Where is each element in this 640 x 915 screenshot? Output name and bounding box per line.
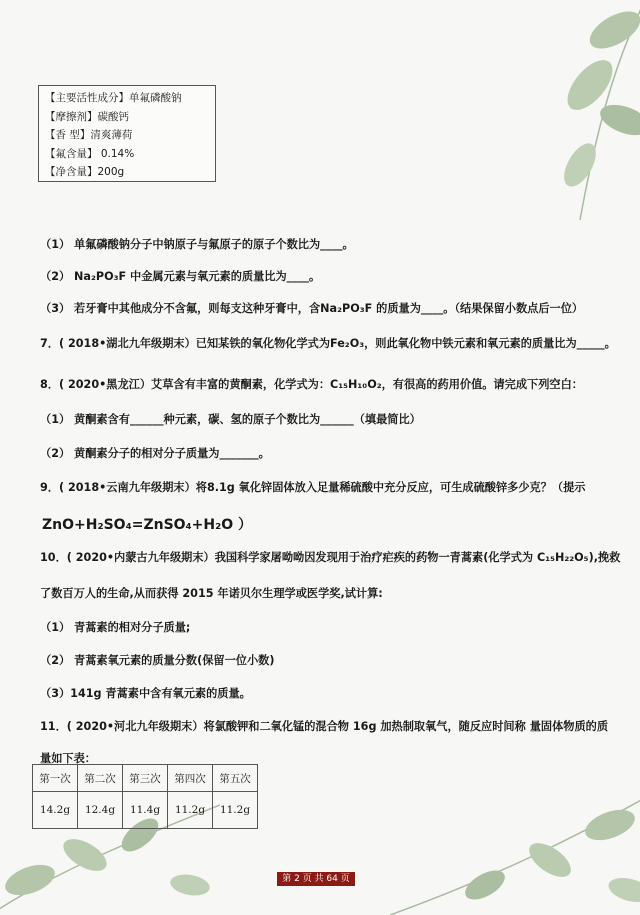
question-11-line-2: 量如下表： — [40, 752, 96, 765]
table-header-cell: 第三次 — [123, 765, 168, 792]
table-header-cell: 第二次 — [78, 765, 123, 792]
page-number-footer: 第 2 页 共 64 页 — [277, 872, 355, 886]
table-cell: 11.2g — [213, 792, 258, 829]
label-row: 【氟含量】 0.14% — [45, 147, 135, 160]
question-10-3: （3）141g 青蒿素中含有氧元素的质量。 — [40, 687, 251, 700]
table-cell: 12.4g — [78, 792, 123, 829]
table-row — [33, 792, 258, 829]
label-row: 【主要活性成分】单氟磷酸钠 — [45, 92, 182, 104]
question-8-2: （2） 黄酮素分子的相对分子质量为_______。 — [40, 447, 270, 460]
table-header-row — [33, 765, 258, 792]
question-10-2: （2） 青蒿素氧元素的质量分数(保留一位小数) — [40, 654, 275, 667]
question-8-1: （1） 黄酮素含有______种元素，碳、氢的原子个数比为______（填最简比） — [40, 413, 421, 426]
question-8: 8．( 2020•黑龙江）艾草含有丰富的黄酮素，化学式为：C₁₅H₁₀O₂，有很高的药用价值。请完成下列空白： — [40, 378, 583, 391]
question-6-1: （1） 单氟磷酸钠分子中钠原子与氟原子的原子个数比为____。 — [40, 238, 354, 251]
table-cell: 11.4g — [123, 792, 168, 829]
leaf-decoration-bottom-right — [390, 775, 640, 915]
mass-table — [32, 764, 258, 829]
table-cell: 11.2g — [168, 792, 213, 829]
question-9-formula: ZnO+H₂SO₄=ZnSO₄+H₂O ） — [42, 517, 253, 533]
table-cell: 14.2g — [33, 792, 78, 829]
question-10-1: （1） 青蒿素的相对分子质量; — [40, 621, 191, 634]
question-6-2: （2） Na₂PO₃F 中金属元素与氧元素的质量比为____。 — [40, 270, 321, 283]
question-10: 10．( 2020•内蒙古九年级期末）我国科学家屠呦呦因发现用于治疗疟疾的药物一青蒿素(化学式为 C₁₅H₂₂O₅),挽救 — [40, 551, 621, 564]
question-6-3: （3） 若牙膏中其他成分不含氟，则每支这种牙膏中，含Na₂PO₃F 的质量为____。（结果保留小数点后一位） — [40, 302, 584, 315]
label-row: 【摩擦剂】碳酸钙 — [45, 110, 129, 123]
label-row: 【香 型】清爽薄荷 — [45, 129, 133, 141]
table-header-cell: 第五次 — [213, 765, 258, 792]
question-11: 11．( 2020•河北九年级期末）将氯酸钾和二氧化锰的混合物 16g 加热制取氧气，随反应时间称 量固体物质的质 — [40, 720, 609, 733]
table-header-cell: 第四次 — [168, 765, 213, 792]
question-7: 7．( 2018•湖北九年级期末）已知某铁的氧化物化学式为Fe₂O₃，则此氧化物中铁元素和氧元素的质量比为_____。 — [40, 337, 616, 350]
leaf-decoration-top-right — [520, 0, 640, 220]
question-10-line-2: 了数百万人的生命,从而获得 2015 年诺贝尔生理学或医学奖,试计算: — [40, 587, 383, 600]
table-header-cell: 第一次 — [33, 765, 78, 792]
label-row: 【净含量】200g — [45, 166, 125, 178]
question-9: 9．( 2018•云南九年级期末）将8.1g 氧化锌固体放入足量稀硫酸中充分反应，可生成硫酸锌多少克？（提示 — [40, 481, 586, 494]
toothpaste-label — [38, 85, 216, 182]
